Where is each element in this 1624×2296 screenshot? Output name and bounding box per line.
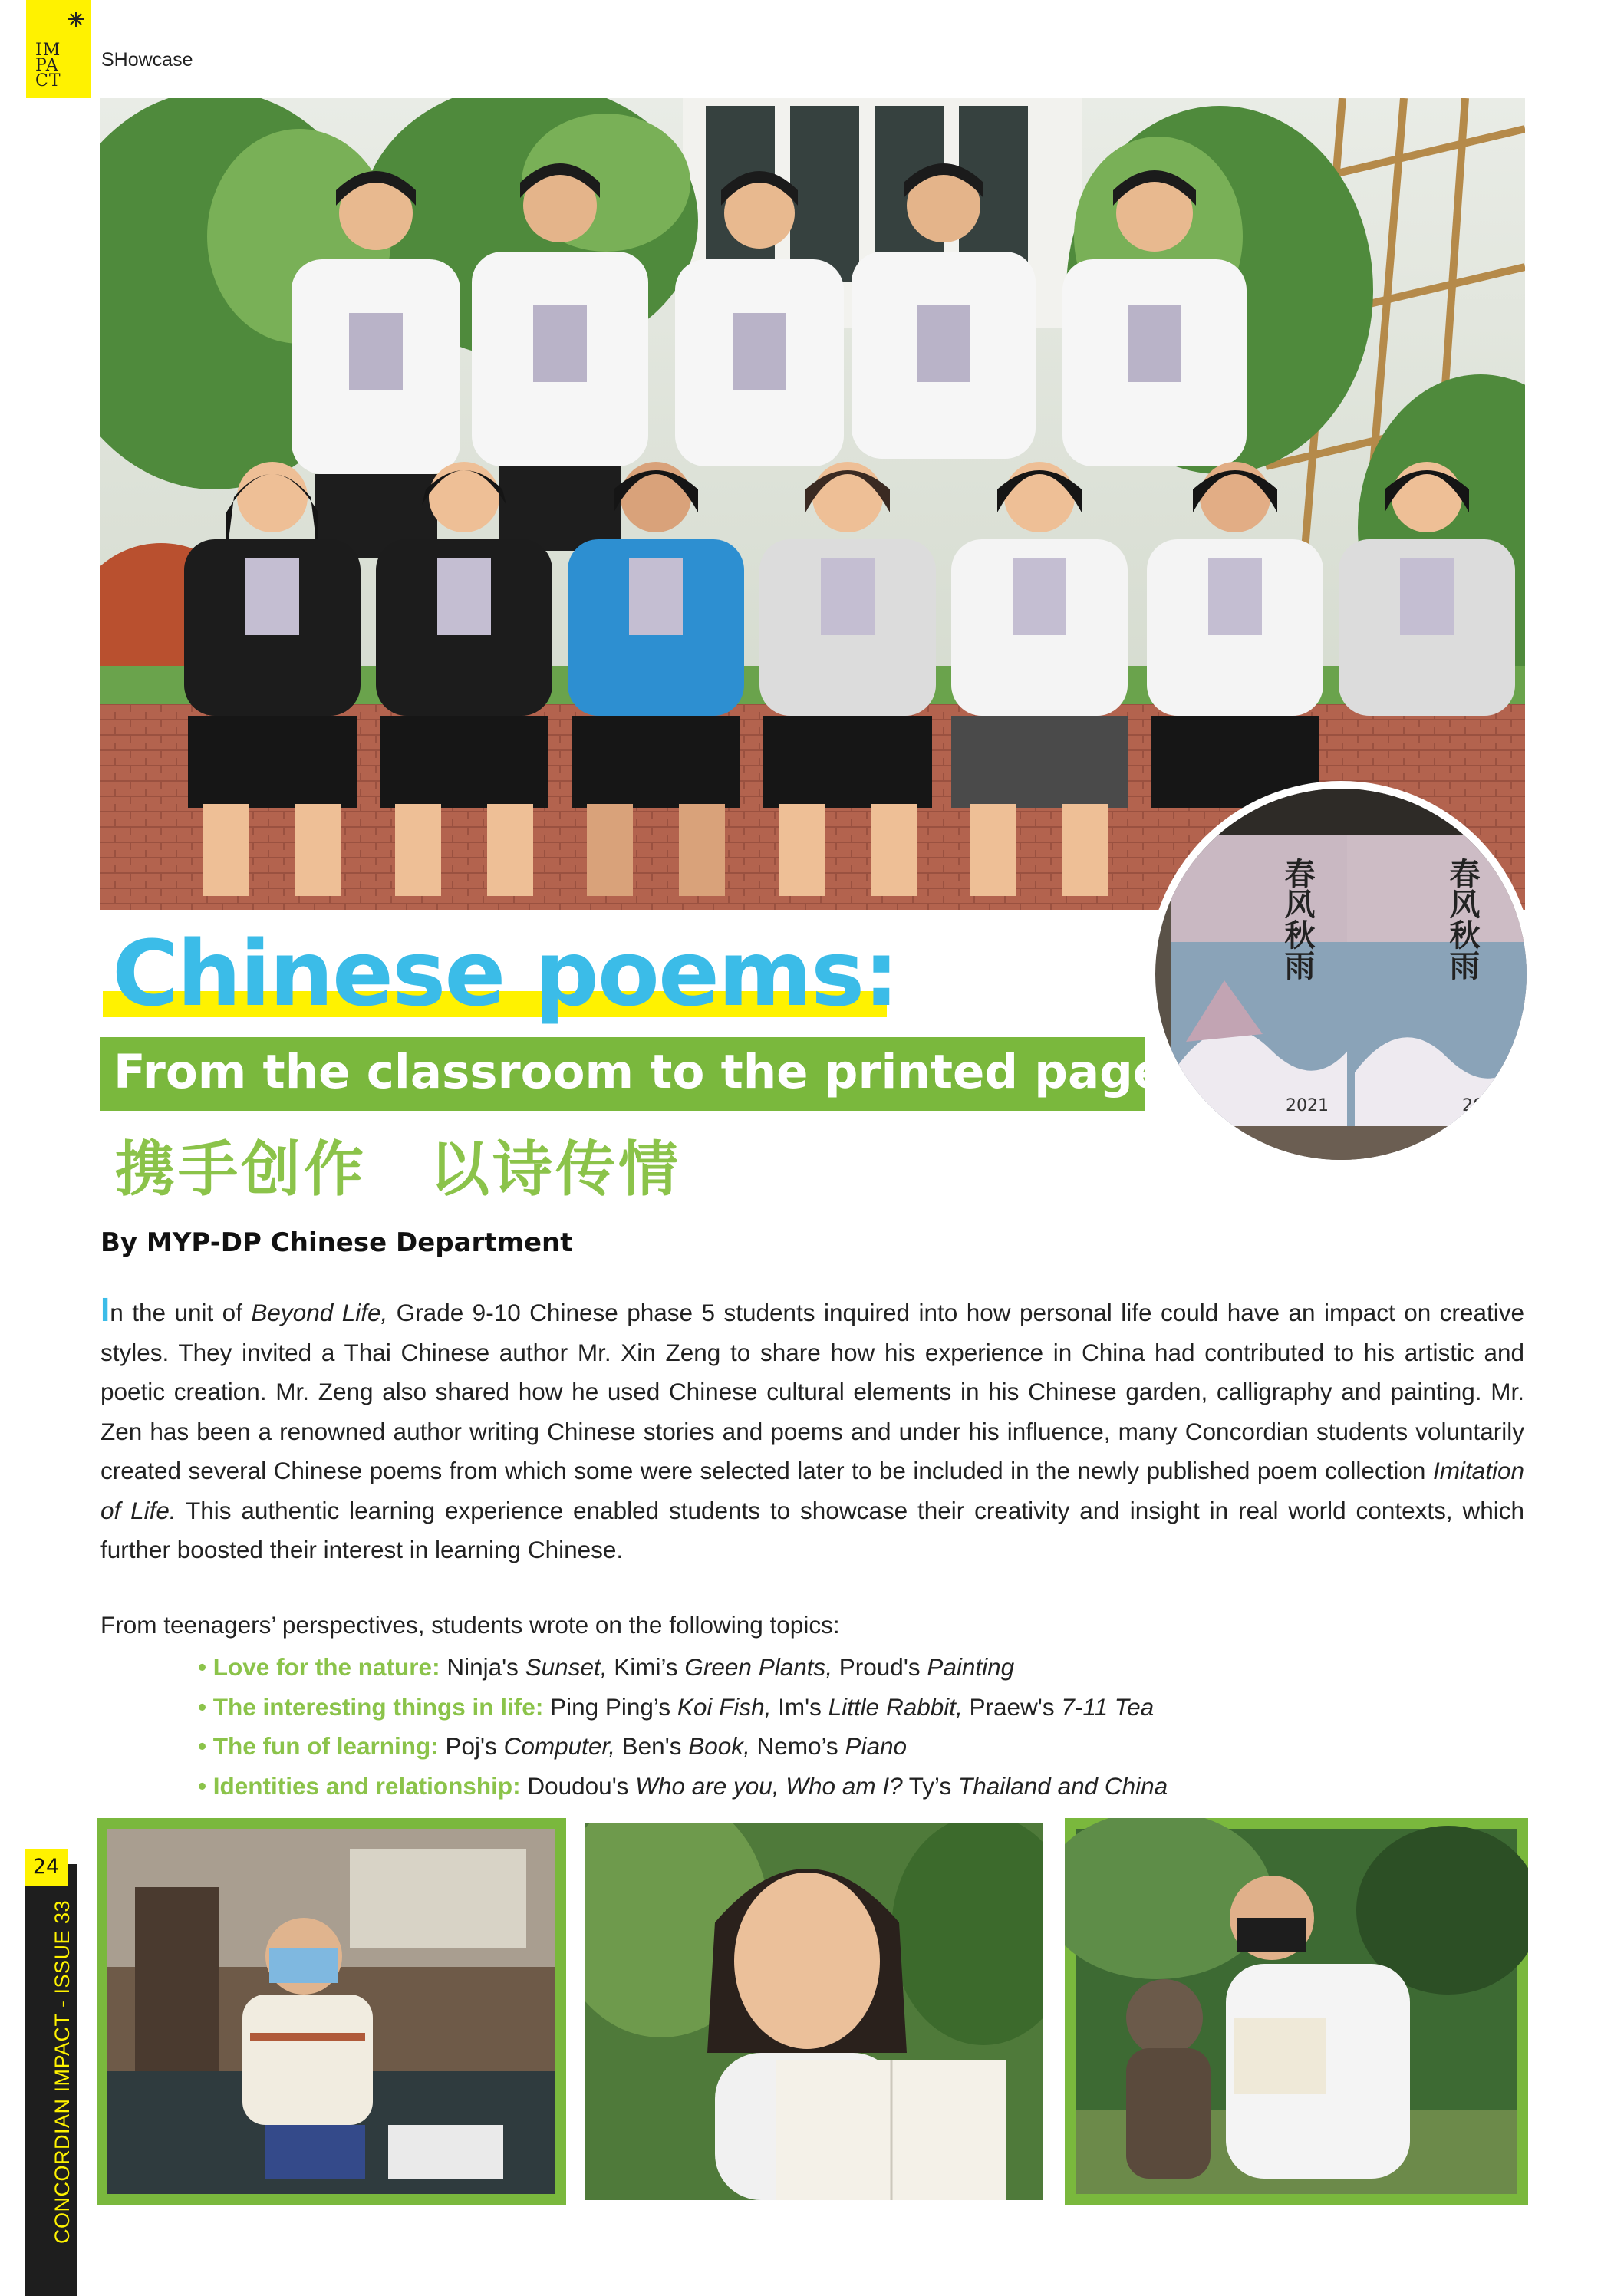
poem-title: Little Rabbit, bbox=[828, 1692, 963, 1721]
photo-student-reading bbox=[585, 1823, 1043, 2200]
unit-name: Beyond Life, bbox=[251, 1299, 388, 1326]
topic-label: Identities and relationship: bbox=[212, 1771, 521, 1800]
student-name: Kimi’s bbox=[607, 1653, 685, 1681]
intro-text: Grade 9-10 Chinese phase 5 students inquired into how personal life could have an impact on creative styles. They invited a Thai Chinese author Mr. Xin Zeng to share how his experience in China had contributed to his artistic and poetic creation. Mr. Zeng also shared how he used Chinese cultural elements in his Chinese garden, calligraphy and painting. Mr. Zen has been a renowned author writing Chinese stories and poems and under his influence, many Concordian students voluntarily created several Chinese poems from which some were selected later to be included in the newly published poem collection bbox=[100, 1299, 1524, 1484]
collection-name: Imitation of Life. bbox=[100, 1457, 1524, 1524]
book-title-right: 春风秋雨 bbox=[1444, 858, 1480, 980]
student-name: Poj's bbox=[438, 1732, 504, 1760]
topics-list bbox=[198, 1648, 1168, 1806]
student-name: Ninja's bbox=[440, 1653, 525, 1681]
student-name: Ben's bbox=[614, 1732, 689, 1760]
bullet-icon: • bbox=[198, 1732, 207, 1760]
poem-title: Sunset, bbox=[525, 1653, 608, 1681]
student-name: Proud's bbox=[832, 1653, 927, 1681]
book-title-left: 春风秋雨 bbox=[1280, 858, 1315, 980]
student-name: Praew's bbox=[962, 1692, 1062, 1721]
poem-title: Book, bbox=[688, 1732, 750, 1760]
student-name: Nemo’s bbox=[749, 1732, 845, 1760]
photo-author-signing bbox=[97, 1818, 566, 2205]
poem-title: Piano bbox=[845, 1732, 908, 1760]
main-title: Chinese poems: bbox=[112, 921, 898, 1026]
poem-title: 7-11 Tea bbox=[1061, 1692, 1155, 1721]
topic-item bbox=[198, 1767, 1168, 1807]
topic-item bbox=[198, 1688, 1168, 1728]
page-number: 24 bbox=[25, 1849, 68, 1886]
bullet-icon: • bbox=[198, 1771, 207, 1800]
poem-title: Koi Fish, bbox=[677, 1692, 772, 1721]
topic-item bbox=[198, 1648, 1168, 1688]
logo-text: IM PA CT bbox=[35, 41, 61, 91]
subtitle: From the classroom to the printed page bbox=[114, 1045, 1165, 1099]
poem-title: Computer, bbox=[503, 1732, 615, 1760]
topic-label: Love for the nature: bbox=[212, 1653, 440, 1681]
intro-text: n the unit of bbox=[110, 1299, 252, 1326]
impact-logo bbox=[26, 0, 91, 98]
book-cover-inset bbox=[1148, 781, 1534, 1168]
section-label: SHowcase bbox=[101, 49, 193, 71]
publication-title: CONCORDIAN IMPACT - ISSUE 33 bbox=[51, 1899, 74, 2244]
poem-title: Green Plants, bbox=[684, 1653, 833, 1681]
topic-item bbox=[198, 1727, 1168, 1767]
flower-icon bbox=[68, 11, 84, 28]
drop-cap: I bbox=[100, 1291, 110, 1329]
bullet-icon: • bbox=[198, 1692, 207, 1721]
student-name: Ty’s bbox=[902, 1771, 958, 1800]
bullet-icon: • bbox=[198, 1653, 207, 1681]
byline: By MYP-DP Chinese Department bbox=[100, 1227, 573, 1258]
topic-label: The fun of learning: bbox=[212, 1732, 439, 1760]
poem-title: Thailand and China bbox=[958, 1771, 1168, 1800]
book-year-right: 2021 bbox=[1462, 1096, 1505, 1115]
poem-title: Who are you, Who am I? bbox=[635, 1771, 903, 1800]
student-name: Ping Ping’s bbox=[543, 1692, 677, 1721]
student-name: Doudou's bbox=[520, 1771, 636, 1800]
student-name: Im's bbox=[771, 1692, 828, 1721]
photo-student-statue bbox=[1065, 1818, 1528, 2205]
intro-paragraph bbox=[100, 1290, 1524, 1570]
poem-title: Painting bbox=[927, 1653, 1015, 1681]
topics-intro: From teenagers’ perspectives, students wrote on the following topics: bbox=[100, 1611, 840, 1639]
book-year-left: 2021 bbox=[1286, 1096, 1329, 1115]
chinese-title: 携手创作 以诗传情 bbox=[115, 1135, 682, 1204]
topic-label: The interesting things in life: bbox=[212, 1692, 544, 1721]
intro-text: This authentic learning experience enabled students to showcase their creativity and insight in real world contexts, which further boosted their interest in learning Chinese. bbox=[100, 1496, 1525, 1563]
